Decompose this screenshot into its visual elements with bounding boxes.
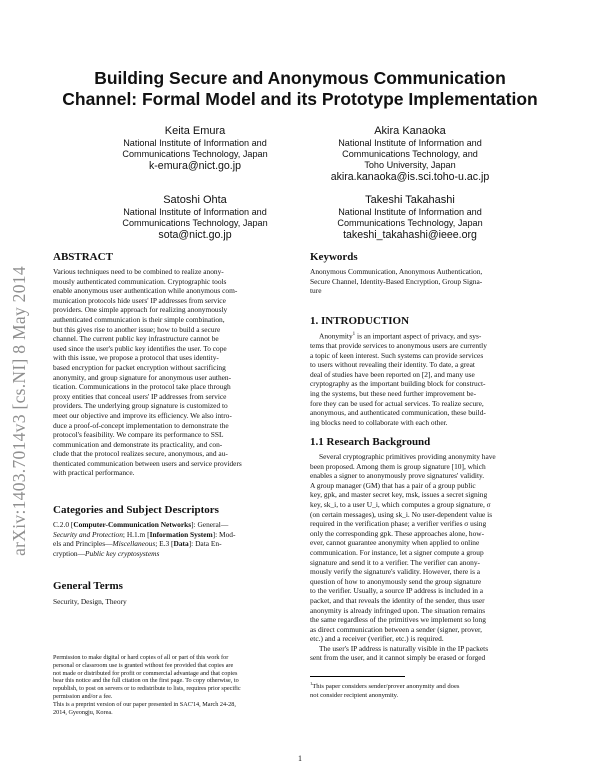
keywords-heading: Keywords <box>310 251 358 263</box>
research-line: The user's IP address is naturally visible in the IP packets <box>319 643 489 653</box>
introduction-body <box>310 330 555 427</box>
permission-line: This is a preprint version of our paper presented in SAC'14, March 24-28, <box>53 700 236 708</box>
abstract-line: providers. One simple approach for realizing anonymously <box>53 305 228 315</box>
intro-line: a topic of keen interest. Such systems can provide services <box>310 350 484 360</box>
intro-line: Anonymity$^1$ is an important aspect of privacy, and sys- <box>319 331 482 341</box>
permission-line: not made or distributed for profit or commercial advantage and that copies <box>53 669 238 677</box>
keywords-line: ture <box>310 286 322 296</box>
categories-line: cryption—Public key cryptosystems <box>53 548 160 558</box>
abstract-line: duce a proof-of-concept implementation to demonstrate the <box>53 420 229 430</box>
abstract-line: authenticated communication is their simple combination, <box>53 314 225 324</box>
research-line: communication. For instance, let a signer compute a group <box>310 547 484 557</box>
abstract-line: providers. The underlying group signature is customized to <box>53 401 228 411</box>
research-line: key, gpk, and master secret key, msk, issues a secret signing <box>310 490 488 500</box>
author-affiliation: National Institute of Information and <box>338 138 482 148</box>
author-email: k-emura@nict.go.jp <box>148 160 241 172</box>
research-background-heading: 1.1 Research Background <box>310 436 431 448</box>
keywords-line: Anonymous Communication, Anonymous Authentication, <box>310 267 483 276</box>
abstract-line: Various techniques need to be combined to realize anony- <box>53 267 224 276</box>
abstract-line: channel. The current public key infrastructure cannot be <box>53 334 219 344</box>
author-affiliation: National Institute of Information and <box>123 207 267 217</box>
introduction-heading: 1. INTRODUCTION <box>310 315 410 327</box>
research-line: Several cryptographic primitives providing anonymity have <box>319 452 496 461</box>
abstract-line: but this gives rise to another issue; how to build a secure <box>53 324 221 334</box>
research-line: ever, cannot guarantee anonymity when applied to online <box>310 538 480 548</box>
page-number: 1 <box>298 754 302 763</box>
intro-line: ing blocks need to collaborate with each other. <box>310 417 448 427</box>
author-email: akira.kanaoka@is.sci.toho-u.ac.jp <box>330 171 490 183</box>
arxiv-identifier: arXiv:1403.7014v3 [cs.NI] 8 May 2014 <box>9 266 29 556</box>
permission-line: permission and/or a fee. <box>53 692 113 700</box>
author-email: takeshi_takahashi@ieee.org <box>343 229 477 241</box>
research-line: the same regardless of the primitives we implement so long <box>310 615 486 625</box>
author-affiliation: National Institute of Information and <box>338 207 482 217</box>
research-line: to the verifier. Usually, a source IP address is included in a <box>310 586 484 596</box>
research-line: signature and send it to a verifier. The verifier can anony- <box>310 557 480 567</box>
research-line: as direct communication between a sender (signer, prover, <box>310 624 482 634</box>
research-line: mously verify the signature's validity. However, there is a <box>310 567 481 577</box>
research-line: etc.) and a receiver (verifier, etc.) is required. <box>310 634 444 644</box>
abstract-line: with practical performance. <box>53 468 135 478</box>
abstract-body <box>53 267 298 478</box>
permission-line: bear this notice and the full citation on the first page. To copy otherwise, to <box>53 677 239 685</box>
abstract-line: used since the user's public key identifies the user. To cope <box>53 343 227 353</box>
author-name: Satoshi Ohta <box>163 194 227 206</box>
footnote-rule <box>310 676 405 677</box>
abstract-line: meet our objective and improve its efficiency. We also intro- <box>53 410 232 420</box>
research-line: question of how to anonymously send the group signature <box>310 576 482 586</box>
abstract-line: anonymity, and group signature for anonymous user authen- <box>53 372 232 382</box>
intro-line: anonymous, and authenticated communication, these build- <box>310 408 486 418</box>
author-affiliation: National Institute of Information and <box>123 138 267 148</box>
research-line: anonymity is already infringed upon. The situation remains <box>310 605 486 615</box>
author-block-4 <box>310 194 510 242</box>
abstract-line: enable anonymous user authentication while anonymous com- <box>53 286 238 296</box>
research-line: key, sk_i, to a user U_i, which computes a group signature, σ <box>310 499 491 509</box>
permission-line: personal or classroom use is granted without fee provided that copies are <box>53 661 234 669</box>
research-line: packet, and that reveals the identity of the sender, thus user <box>310 595 485 605</box>
intro-line: cryptography as the important building block for construct- <box>310 379 486 389</box>
abstract-line: clude that the protocol realizes secure, anonymous, and au- <box>53 449 228 459</box>
abstract-line: munication protocols hide users' IP addresses from service <box>53 295 226 305</box>
keywords-line: Secure Channel, Identity-Based Encryption, Group Signa- <box>310 276 483 286</box>
general-terms-text: Security, Design, Theory <box>53 597 127 606</box>
author-email: sota@nict.go.jp <box>158 229 232 241</box>
intro-line: tems that provide services to anonymous users are currently <box>310 341 487 351</box>
abstract-line: protocol's feasibility. We compare its performance to SSL <box>53 430 224 440</box>
research-line: A group manager (GM) that has a pair of a group public <box>310 480 476 490</box>
author-affiliation: Communications Technology, Japan <box>337 218 483 228</box>
research-line: required in the verification phase; a verifier verifies σ using <box>310 519 487 529</box>
author-affiliation: Communications Technology, and <box>342 149 478 159</box>
categories-line: C.2.0 [Computer-Communication Networks]: General— <box>53 520 229 529</box>
title-line-2: Channel: Formal Model and its Prototype Implementation <box>62 89 538 109</box>
categories-line: els and Principles—Miscellaneous; E.3 [Data]: Data En- <box>53 539 222 549</box>
author-block-1 <box>95 125 295 173</box>
author-block-2 <box>310 125 510 184</box>
author-name: Akira Kanaoka <box>374 125 446 137</box>
abstract-line: with this issue, we propose a protocol that uses identity- <box>53 353 219 363</box>
author-affiliation: Toho University, Japan <box>364 160 456 170</box>
author-affiliation: Communications Technology, Japan <box>122 218 268 228</box>
intro-line: deal of studies have been reported on [2], and many use <box>310 369 475 379</box>
research-line: only the corresponding gpk. These approaches alone, how- <box>310 528 485 538</box>
research-line: (on certain messages), using sk_i. No user-dependent value is <box>310 509 493 519</box>
categories-line: Security and Protection; H.1.m [Information System]: Mod- <box>53 529 236 539</box>
author-affiliation: Communications Technology, Japan <box>122 149 268 159</box>
permission-line: republish, to post on servers or to redistribute to lists, requires prior specific <box>53 685 241 693</box>
footnote <box>310 680 555 700</box>
permission-line: 2014, Gyeongju, Korea. <box>53 708 113 716</box>
intro-line: fore they can be used for actual services. To realize secure, <box>310 398 484 408</box>
abstract-heading: ABSTRACT <box>53 251 113 263</box>
abstract-line: proxy entities that conceal users' IP addresses from service <box>53 391 227 401</box>
general-terms-heading: General Terms <box>53 580 123 592</box>
research-line: enables a signer to anonymously prove signatures' validity. <box>310 471 485 481</box>
author-name: Takeshi Takahashi <box>365 194 455 206</box>
keywords-body <box>310 267 555 296</box>
abstract-line: mously authenticated communication. Cryptographic tools <box>53 276 227 286</box>
categories-heading: Categories and Subject Descriptors <box>53 504 219 516</box>
abstract-line: tication. Communications in the protocol take place through <box>53 382 231 392</box>
categories-body <box>53 520 298 558</box>
research-line: sent from the user, and it cannot simply be erased or forged <box>310 653 486 663</box>
permission-line: Permission to make digital or hard copies of all or part of this work for <box>53 654 229 661</box>
title-line-1: Building Secure and Anonymous Communication <box>94 68 506 88</box>
footnote-line: not consider recipient anonymity. <box>310 691 399 699</box>
paper-title <box>50 68 550 110</box>
intro-line: ing the systems, but these need further improvement be- <box>310 389 477 399</box>
permission-notice <box>53 654 303 716</box>
intro-line: to users without revealing their identity. To date, a great <box>310 360 475 370</box>
author-block-3 <box>95 194 295 242</box>
research-line: been proposed. Among them is group signature [10], which <box>310 461 486 471</box>
abstract-line: based encryption for packet encryption without sacrificing <box>53 362 226 372</box>
abstract-line: communication and demonstrate its practicality, and con- <box>53 439 223 449</box>
abstract-line: thenticated communication between users and service providers <box>53 458 242 468</box>
research-background-body <box>310 452 555 663</box>
author-name: Keita Emura <box>164 125 226 137</box>
footnote-line: $^1$This paper considers sender/prover anonymity and does <box>310 681 460 691</box>
